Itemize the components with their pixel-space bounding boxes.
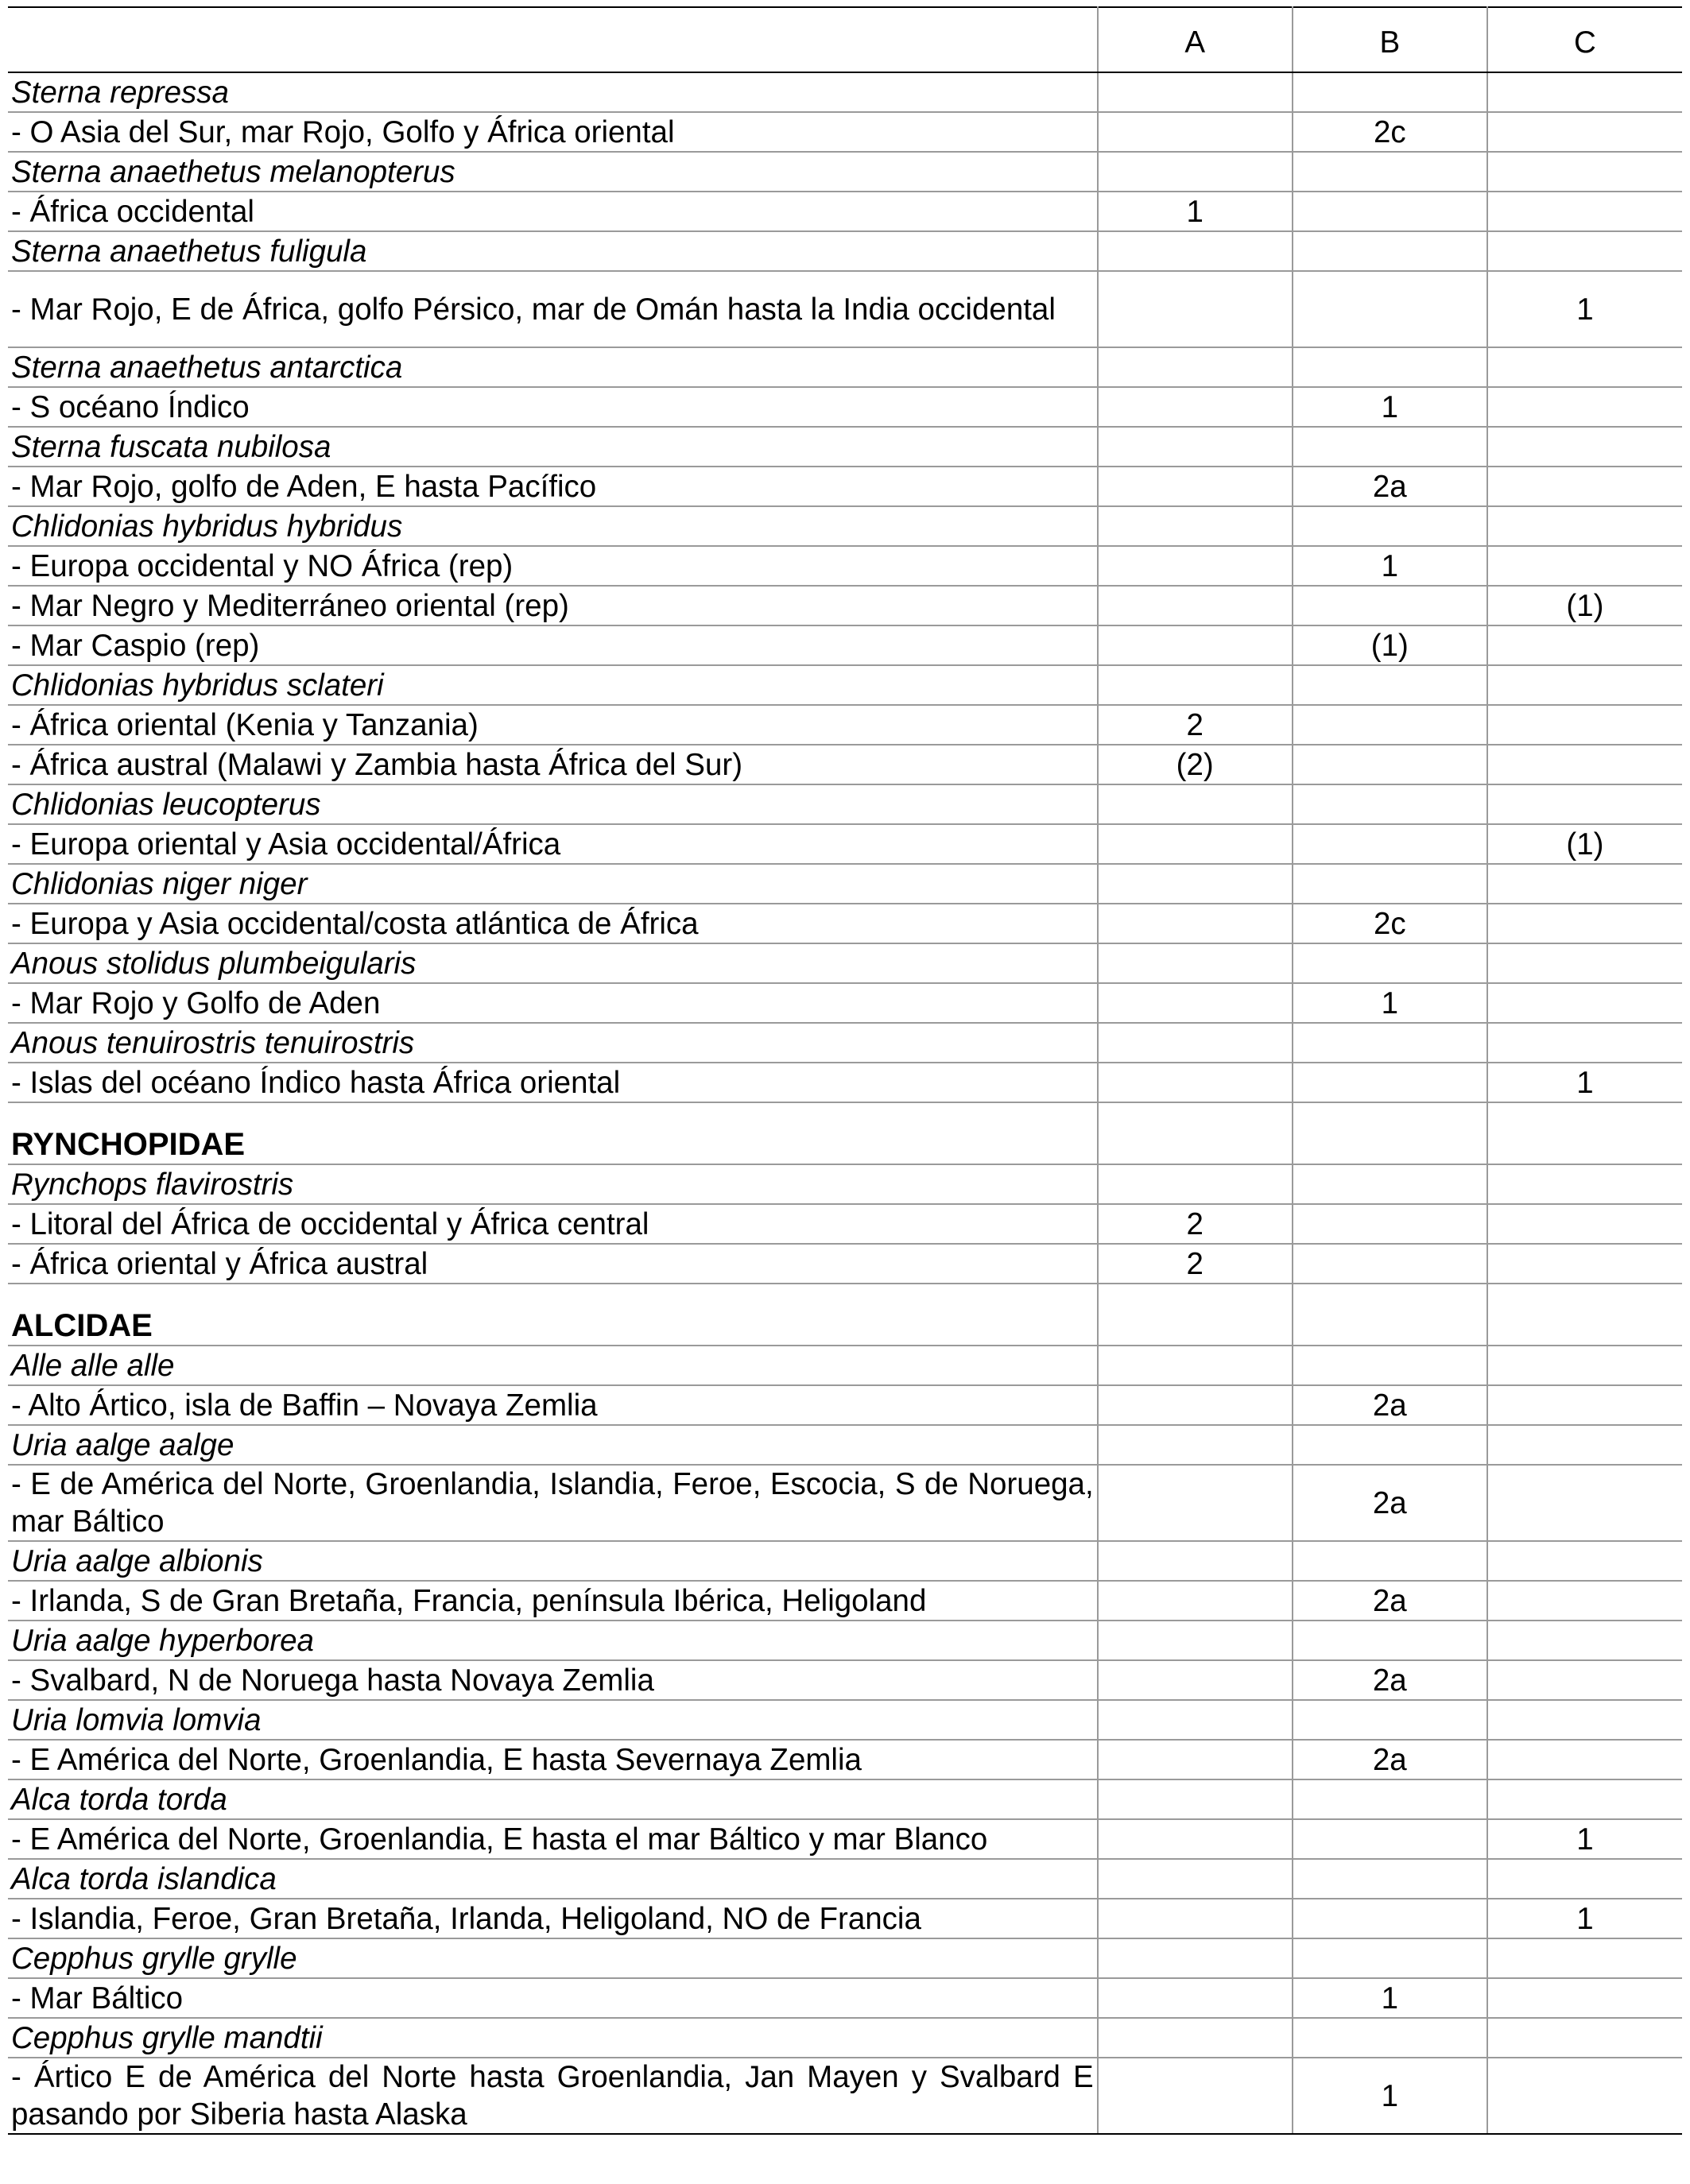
value-cell-c (1487, 112, 1682, 152)
taxon-name-cell: Uria aalge hyperborea (8, 1621, 1098, 1660)
taxon-name-cell: Chlidonias leucopterus (8, 784, 1098, 824)
taxon-name-cell: Sterna anaethetus fuligula (8, 231, 1098, 271)
value-cell-a: 2 (1098, 1244, 1293, 1284)
value-cell-c (1487, 1581, 1682, 1621)
value-cell-c (1487, 192, 1682, 231)
value-cell-a (1098, 586, 1293, 625)
value-cell-a (1098, 2058, 1293, 2134)
value-cell-a (1098, 1284, 1293, 1346)
species-status-table (8, 6, 1682, 2135)
value-cell-a (1098, 1740, 1293, 1779)
value-cell-a (1098, 784, 1293, 824)
value-cell-c (1487, 1859, 1682, 1899)
value-cell-b (1293, 427, 1487, 467)
range-row (8, 824, 1682, 864)
taxon-name-cell: Cepphus grylle grylle (8, 1938, 1098, 1978)
value-cell-a (1098, 2018, 1293, 2058)
family-name-cell: RYNCHOPIDAE (8, 1102, 1098, 1164)
taxon-row (8, 1425, 1682, 1465)
range-description-cell: - Mar Rojo y Golfo de Aden (8, 983, 1098, 1023)
value-cell-c (1487, 546, 1682, 586)
taxon-row (8, 506, 1682, 546)
taxon-name-cell: Alca torda islandica (8, 1859, 1098, 1899)
value-cell-c (1487, 1284, 1682, 1346)
value-cell-a (1098, 152, 1293, 192)
value-cell-b: 1 (1293, 387, 1487, 427)
value-cell-c (1487, 1244, 1682, 1284)
value-cell-c (1487, 1621, 1682, 1660)
value-cell-c (1487, 665, 1682, 705)
value-cell-a (1098, 625, 1293, 665)
value-cell-c (1487, 1023, 1682, 1063)
range-description-cell: - Islandia, Feroe, Gran Bretaña, Irlanda, Heligoland, NO de Francia (8, 1899, 1098, 1938)
value-cell-c (1487, 347, 1682, 387)
value-cell-c (1487, 506, 1682, 546)
range-description-cell: - Svalbard, N de Noruega hasta Novaya Zemlia (8, 1660, 1098, 1700)
range-row (8, 1581, 1682, 1621)
range-description-cell: - S océano Índico (8, 387, 1098, 427)
taxon-name-cell: Sterna repressa (8, 72, 1098, 112)
value-cell-a (1098, 72, 1293, 112)
range-row (8, 983, 1682, 1023)
taxon-row (8, 231, 1682, 271)
range-row (8, 192, 1682, 231)
value-cell-a (1098, 1385, 1293, 1425)
value-cell-c (1487, 1425, 1682, 1465)
value-cell-b (1293, 1899, 1487, 1938)
value-cell-c (1487, 1346, 1682, 1385)
range-row (8, 1063, 1682, 1102)
value-cell-c (1487, 983, 1682, 1023)
value-cell-b (1293, 1859, 1487, 1899)
taxon-row (8, 1938, 1682, 1978)
value-cell-b (1293, 192, 1487, 231)
value-cell-a (1098, 864, 1293, 904)
value-cell-b: 1 (1293, 1978, 1487, 2018)
value-cell-b (1293, 824, 1487, 864)
range-description-cell: - Europa y Asia occidental/costa atlántica de África (8, 904, 1098, 943)
range-description-cell: - Europa oriental y Asia occidental/África (8, 824, 1098, 864)
value-cell-a (1098, 983, 1293, 1023)
value-cell-a (1098, 1425, 1293, 1465)
value-cell-c (1487, 1541, 1682, 1581)
value-cell-c (1487, 467, 1682, 506)
value-cell-a (1098, 1102, 1293, 1164)
range-description-cell: - Islas del océano Índico hasta África oriental (8, 1063, 1098, 1102)
value-cell-c (1487, 943, 1682, 983)
header-column-a: A (1098, 7, 1293, 72)
range-description-cell: - Ártico E de América del Norte hasta Groenlandia, Jan Mayen y Svalbard E pasando por Siberia hasta Alaska (8, 2058, 1098, 2134)
value-cell-c (1487, 625, 1682, 665)
value-cell-a (1098, 824, 1293, 864)
value-cell-c (1487, 1740, 1682, 1779)
header-column-b: B (1293, 7, 1487, 72)
value-cell-b (1293, 231, 1487, 271)
value-cell-a (1098, 943, 1293, 983)
header-name-cell (8, 7, 1098, 72)
value-cell-b (1293, 271, 1487, 347)
range-row (8, 467, 1682, 506)
value-cell-b (1293, 1346, 1487, 1385)
value-cell-b: 1 (1293, 983, 1487, 1023)
taxon-name-cell: Anous stolidus plumbeigularis (8, 943, 1098, 983)
value-cell-a (1098, 665, 1293, 705)
value-cell-b (1293, 1621, 1487, 1660)
taxon-name-cell: Sterna fuscata nubilosa (8, 427, 1098, 467)
value-cell-c (1487, 745, 1682, 784)
value-cell-b (1293, 1204, 1487, 1244)
range-description-cell: - O Asia del Sur, mar Rojo, Golfo y África oriental (8, 112, 1098, 152)
range-row (8, 904, 1682, 943)
value-cell-a (1098, 1779, 1293, 1819)
range-description-cell: - África occidental (8, 192, 1098, 231)
value-cell-a (1098, 1938, 1293, 1978)
value-cell-b: 2a (1293, 467, 1487, 506)
value-cell-b (1293, 2018, 1487, 2058)
taxon-row (8, 72, 1682, 112)
range-row (8, 546, 1682, 586)
value-cell-c (1487, 1204, 1682, 1244)
value-cell-a (1098, 1700, 1293, 1740)
range-row (8, 1204, 1682, 1244)
family-row (8, 1284, 1682, 1346)
range-row (8, 1660, 1682, 1700)
value-cell-a (1098, 1346, 1293, 1385)
value-cell-a (1098, 1819, 1293, 1859)
value-cell-b (1293, 506, 1487, 546)
value-cell-c (1487, 1938, 1682, 1978)
taxon-name-cell: Chlidonias hybridus hybridus (8, 506, 1098, 546)
value-cell-a (1098, 1581, 1293, 1621)
value-cell-b (1293, 347, 1487, 387)
range-description-cell: - E de América del Norte, Groenlandia, Islandia, Feroe, Escocia, S de Noruega, mar Báltico (8, 1465, 1098, 1541)
value-cell-b (1293, 943, 1487, 983)
value-cell-b (1293, 1023, 1487, 1063)
taxon-row (8, 1621, 1682, 1660)
value-cell-c: 1 (1487, 1819, 1682, 1859)
value-cell-a (1098, 467, 1293, 506)
value-cell-c (1487, 152, 1682, 192)
value-cell-b: (1) (1293, 625, 1487, 665)
taxon-name-cell: Chlidonias hybridus sclateri (8, 665, 1098, 705)
taxon-row (8, 943, 1682, 983)
range-description-cell: - Litoral del África de occidental y África central (8, 1204, 1098, 1244)
taxon-row (8, 1859, 1682, 1899)
taxon-row (8, 427, 1682, 467)
value-cell-b (1293, 784, 1487, 824)
family-name-cell: ALCIDAE (8, 1284, 1098, 1346)
value-cell-a (1098, 1465, 1293, 1541)
range-row (8, 1465, 1682, 1541)
taxon-name-cell: Rynchops flavirostris (8, 1164, 1098, 1204)
taxon-row (8, 1164, 1682, 1204)
value-cell-c (1487, 864, 1682, 904)
value-cell-b (1293, 745, 1487, 784)
value-cell-c: (1) (1487, 824, 1682, 864)
taxon-name-cell: Sterna anaethetus antarctica (8, 347, 1098, 387)
value-cell-c (1487, 387, 1682, 427)
taxon-name-cell: Cepphus grylle mandtii (8, 2018, 1098, 2058)
taxon-name-cell: Chlidonias niger niger (8, 864, 1098, 904)
value-cell-a: 1 (1098, 192, 1293, 231)
value-cell-b (1293, 586, 1487, 625)
range-description-cell: - Mar Rojo, E de África, golfo Pérsico, mar de Omán hasta la India occidental (8, 271, 1098, 347)
value-cell-c (1487, 1660, 1682, 1700)
value-cell-c (1487, 1385, 1682, 1425)
value-cell-c (1487, 231, 1682, 271)
value-cell-a (1098, 271, 1293, 347)
taxon-row (8, 665, 1682, 705)
range-row (8, 1385, 1682, 1425)
value-cell-b (1293, 864, 1487, 904)
taxon-name-cell: Alle alle alle (8, 1346, 1098, 1385)
range-description-cell: - Mar Negro y Mediterráneo oriental (rep) (8, 586, 1098, 625)
value-cell-c (1487, 2058, 1682, 2134)
value-cell-c (1487, 2018, 1682, 2058)
range-description-cell: - E América del Norte, Groenlandia, E hasta el mar Báltico y mar Blanco (8, 1819, 1098, 1859)
taxon-row (8, 1779, 1682, 1819)
value-cell-c: 1 (1487, 1899, 1682, 1938)
value-cell-c (1487, 72, 1682, 112)
value-cell-b: 2a (1293, 1660, 1487, 1700)
value-cell-a (1098, 1859, 1293, 1899)
value-cell-b: 2c (1293, 904, 1487, 943)
value-cell-b (1293, 1425, 1487, 1465)
range-row (8, 1978, 1682, 2018)
range-row (8, 2058, 1682, 2134)
value-cell-b: 2a (1293, 1385, 1487, 1425)
taxon-row (8, 1346, 1682, 1385)
range-row (8, 271, 1682, 347)
range-row (8, 1899, 1682, 1938)
value-cell-c (1487, 1779, 1682, 1819)
range-description-cell: - África oriental y África austral (8, 1244, 1098, 1284)
range-description-cell: - África austral (Malawi y Zambia hasta África del Sur) (8, 745, 1098, 784)
value-cell-a (1098, 427, 1293, 467)
value-cell-c: (1) (1487, 586, 1682, 625)
value-cell-b (1293, 152, 1487, 192)
taxon-row (8, 1700, 1682, 1740)
value-cell-b: 2a (1293, 1740, 1487, 1779)
value-cell-b (1293, 1700, 1487, 1740)
value-cell-b (1293, 1541, 1487, 1581)
range-description-cell: - Mar Caspio (rep) (8, 625, 1098, 665)
value-cell-a (1098, 1978, 1293, 2018)
value-cell-a (1098, 904, 1293, 943)
table-header (8, 7, 1682, 72)
value-cell-b: 1 (1293, 546, 1487, 586)
value-cell-a (1098, 546, 1293, 586)
value-cell-b (1293, 665, 1487, 705)
value-cell-a (1098, 1023, 1293, 1063)
value-cell-a (1098, 1541, 1293, 1581)
value-cell-b (1293, 1244, 1487, 1284)
value-cell-a (1098, 1063, 1293, 1102)
range-description-cell: - Europa occidental y NO África (rep) (8, 546, 1098, 586)
range-row (8, 112, 1682, 152)
taxon-row (8, 2018, 1682, 2058)
range-description-cell: - E América del Norte, Groenlandia, E hasta Severnaya Zemlia (8, 1740, 1098, 1779)
value-cell-c (1487, 1465, 1682, 1541)
value-cell-b: 1 (1293, 2058, 1487, 2134)
value-cell-b: 2c (1293, 112, 1487, 152)
value-cell-a (1098, 1164, 1293, 1204)
range-description-cell: - Alto Ártico, isla de Baffin – Novaya Zemlia (8, 1385, 1098, 1425)
range-row (8, 1740, 1682, 1779)
value-cell-b (1293, 72, 1487, 112)
range-description-cell: - Irlanda, S de Gran Bretaña, Francia, península Ibérica, Heligoland (8, 1581, 1098, 1621)
family-row (8, 1102, 1682, 1164)
value-cell-c: 1 (1487, 271, 1682, 347)
value-cell-b (1293, 1164, 1487, 1204)
value-cell-b (1293, 1779, 1487, 1819)
value-cell-a (1098, 1621, 1293, 1660)
value-cell-a: 2 (1098, 1204, 1293, 1244)
value-cell-a (1098, 506, 1293, 546)
value-cell-a (1098, 1660, 1293, 1700)
range-row (8, 745, 1682, 784)
value-cell-b (1293, 705, 1487, 745)
range-row (8, 1244, 1682, 1284)
taxon-row (8, 347, 1682, 387)
taxon-row (8, 1541, 1682, 1581)
value-cell-c (1487, 1102, 1682, 1164)
taxon-row (8, 784, 1682, 824)
value-cell-b: 2a (1293, 1465, 1487, 1541)
value-cell-b (1293, 1063, 1487, 1102)
value-cell-a: 2 (1098, 705, 1293, 745)
value-cell-b: 2a (1293, 1581, 1487, 1621)
taxon-row (8, 1023, 1682, 1063)
value-cell-a (1098, 231, 1293, 271)
range-row (8, 387, 1682, 427)
header-row (8, 7, 1682, 72)
value-cell-c (1487, 1978, 1682, 2018)
taxon-name-cell: Sterna anaethetus melanopterus (8, 152, 1098, 192)
value-cell-c (1487, 427, 1682, 467)
value-cell-a (1098, 347, 1293, 387)
table-body (8, 72, 1682, 2134)
value-cell-a (1098, 1899, 1293, 1938)
value-cell-b (1293, 1819, 1487, 1859)
value-cell-b (1293, 1938, 1487, 1978)
value-cell-c: 1 (1487, 1063, 1682, 1102)
range-row (8, 586, 1682, 625)
value-cell-c (1487, 1164, 1682, 1204)
range-row (8, 625, 1682, 665)
taxon-row (8, 152, 1682, 192)
taxon-name-cell: Anous tenuirostris tenuirostris (8, 1023, 1098, 1063)
value-cell-b (1293, 1284, 1487, 1346)
range-row (8, 1819, 1682, 1859)
value-cell-a: (2) (1098, 745, 1293, 784)
value-cell-c (1487, 784, 1682, 824)
taxon-name-cell: Uria aalge aalge (8, 1425, 1098, 1465)
header-column-c: C (1487, 7, 1682, 72)
value-cell-a (1098, 112, 1293, 152)
range-description-cell: - Mar Rojo, golfo de Aden, E hasta Pacífico (8, 467, 1098, 506)
value-cell-b (1293, 1102, 1487, 1164)
value-cell-a (1098, 387, 1293, 427)
taxon-row (8, 864, 1682, 904)
value-cell-c (1487, 904, 1682, 943)
value-cell-c (1487, 1700, 1682, 1740)
taxon-name-cell: Uria lomvia lomvia (8, 1700, 1098, 1740)
range-description-cell: - Mar Báltico (8, 1978, 1098, 2018)
value-cell-c (1487, 705, 1682, 745)
taxon-name-cell: Alca torda torda (8, 1779, 1098, 1819)
taxon-name-cell: Uria aalge albionis (8, 1541, 1098, 1581)
range-description-cell: - África oriental (Kenia y Tanzania) (8, 705, 1098, 745)
range-row (8, 705, 1682, 745)
